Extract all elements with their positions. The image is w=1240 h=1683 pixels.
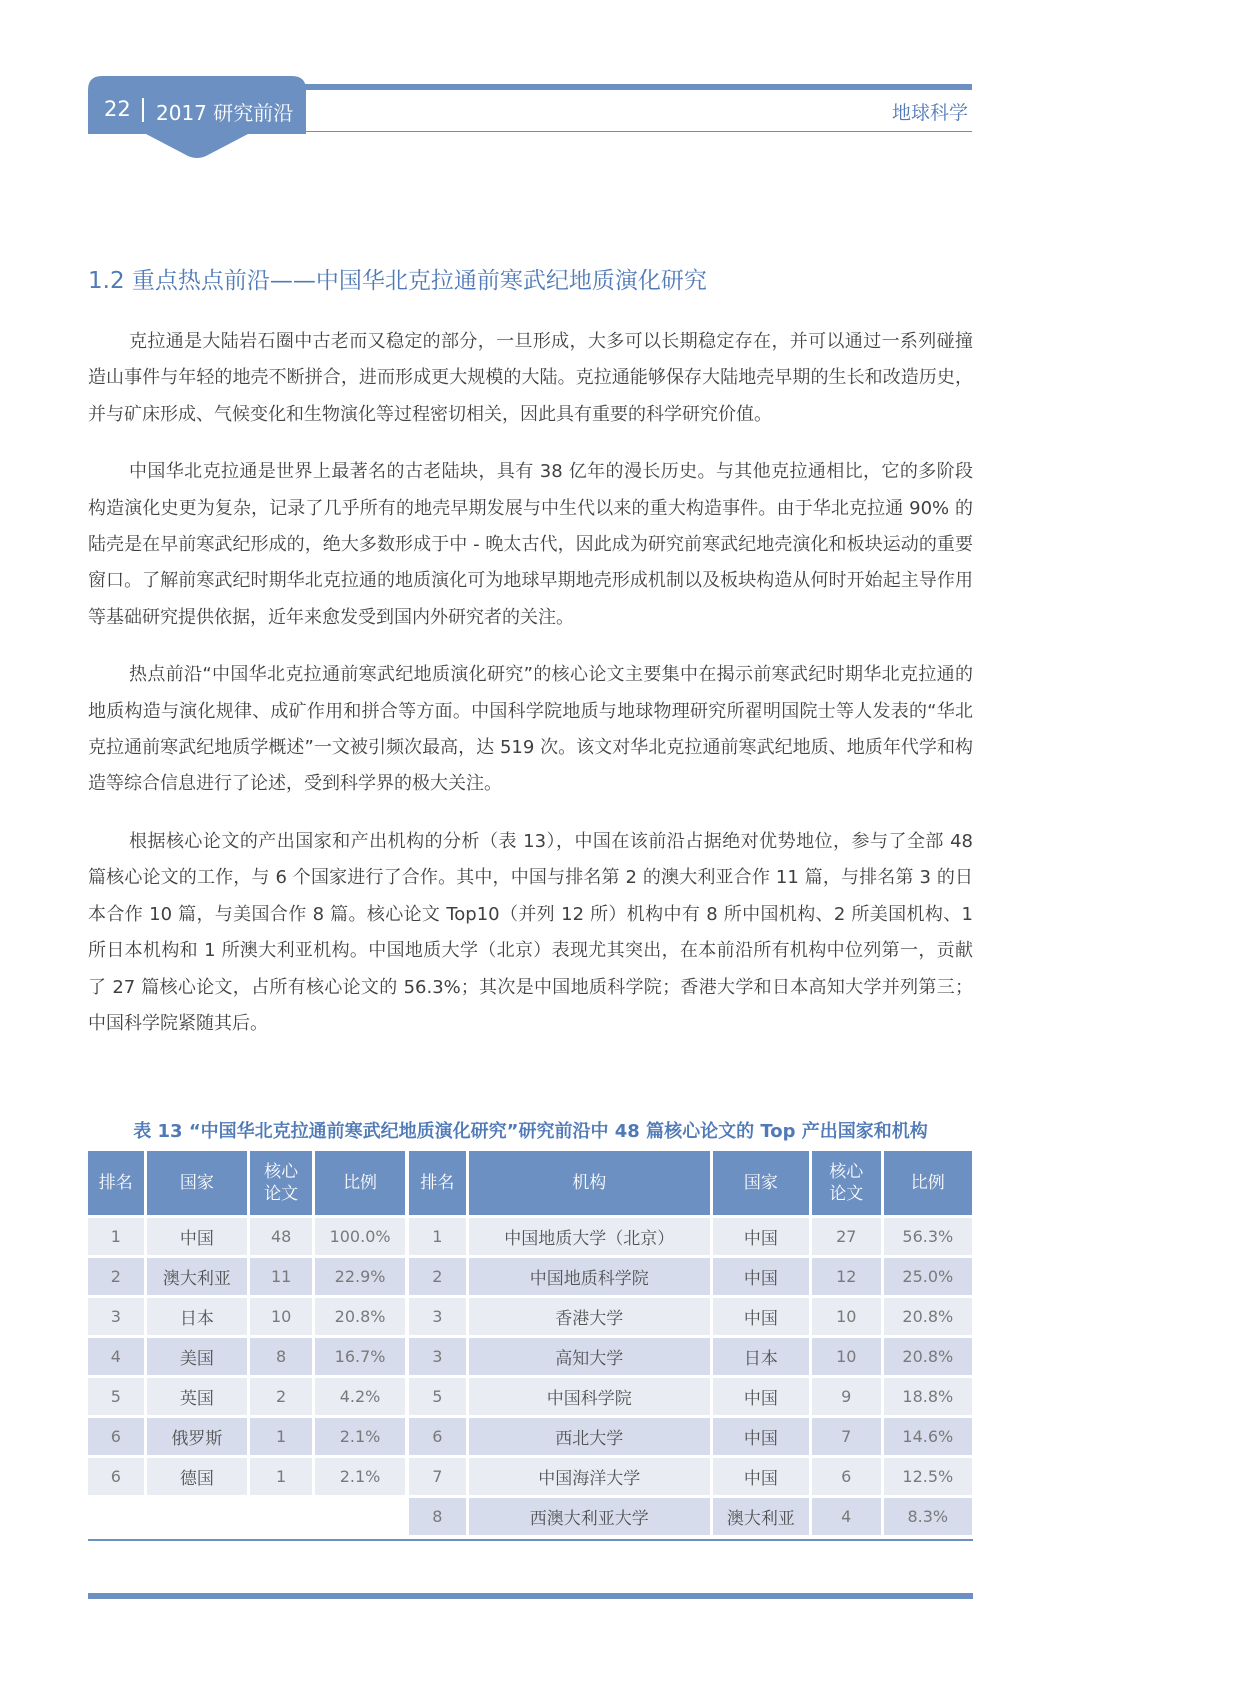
table-cell: 中国 [713, 1218, 809, 1255]
table-cell: 20.8% [884, 1298, 972, 1335]
report-series: 2017 研究前沿 [156, 101, 294, 125]
table-cell: 11 [250, 1258, 312, 1295]
paragraph: 克拉通是大陆岩石圈中古老而又稳定的部分，一旦形成，大多可以长期稳定存在，并可以通过一系列碰撞造山事件与年轻的地壳不断拼合，进而形成更大规模的大陆。克拉通能够保存大陆地壳早期的生长和改造历史，并与矿床形成、气候变化和生物演化等过程密切相关，因此具有重要的科学研究价值。 [88, 331, 973, 425]
table-cell: 20.8% [884, 1338, 972, 1375]
table-cell: 20.8% [315, 1298, 405, 1335]
country-table [85, 1148, 408, 1538]
table-bottom-rule [88, 1539, 973, 1541]
table-row [88, 1218, 405, 1255]
table-cell: 英国 [147, 1378, 248, 1415]
table-cell: 澳大利亚 [713, 1498, 809, 1535]
table-cell: 25.0% [884, 1258, 972, 1295]
column-header: 比例 [315, 1151, 405, 1215]
table-cell: 7 [409, 1458, 466, 1495]
table-cell: 100.0% [315, 1218, 405, 1255]
table-cell-empty [250, 1498, 312, 1535]
table-caption: 表 13 “中国华北克拉通前寒武纪地质演化研究”研究前沿中 48 篇核心论文的 Top 产出国家和机构 [133, 1121, 928, 1142]
table-cell: 2 [88, 1258, 144, 1295]
table-cell: 中国海洋大学 [469, 1458, 710, 1495]
table-row [88, 1378, 405, 1415]
table-cell: 中国 [713, 1378, 809, 1415]
table-cell: 5 [88, 1378, 144, 1415]
header-bottom-rule [300, 131, 972, 132]
table-cell: 日本 [147, 1298, 248, 1335]
table-row-empty [88, 1498, 405, 1535]
table-cell: 俄罗斯 [147, 1418, 248, 1455]
table-cell: 10 [812, 1298, 881, 1335]
table-cell: 2.1% [315, 1458, 405, 1495]
table-row [409, 1258, 972, 1295]
page-number: 22 [104, 97, 131, 121]
column-header: 排名 [409, 1151, 466, 1215]
body-text [88, 324, 973, 1063]
table-cell: 3 [409, 1298, 466, 1335]
table-cell: 1 [88, 1218, 144, 1255]
table-cell: 中国 [713, 1458, 809, 1495]
paragraph: 热点前沿“中国华北克拉通前寒武纪地质演化研究”的核心论文主要集中在揭示前寒武纪时期华北克拉通的地质构造与演化规律、成矿作用和拼合等方面。中国科学院地质与地球物理研究所翟明国院士等人发表的“华北克拉通前寒武纪地质学概述”一文被引频次最高，达 519 次。该文对华北克拉通前寒武纪地质、地质年代学和构造等综合信息进行了论述，受到科学界的极大关注。 [88, 664, 973, 795]
institution-table-header [409, 1151, 972, 1215]
table-cell: 6 [88, 1418, 144, 1455]
table-cell: 7 [812, 1418, 881, 1455]
paragraph: 中国华北克拉通是世界上最著名的古老陆块，具有 38 亿年的漫长历史。与其他克拉通相比，它的多阶段构造演化史更为复杂，记录了几乎所有的地壳早期发展与中生代以来的重大构造事件。由于华北克拉通 90% 的陆壳是在早前寒武纪形成的，绝大多数形成于中 - 晚太古代，因此成为研究前寒武纪地壳演化和板块运动的重要窗口。了解前寒武纪时期华北克拉通的地质演化可为地球早期地壳形成机制以及板块构造从何时开始起主导作用等基础研究提供依据，近年来愈发受到国内外研究者的关注。 [88, 461, 973, 628]
table-cell: 18.8% [884, 1378, 972, 1415]
column-header: 机构 [469, 1151, 710, 1215]
table-cell: 1 [250, 1418, 312, 1455]
table-row [88, 1298, 405, 1335]
table-cell: 8.3% [884, 1498, 972, 1535]
column-header: 国家 [147, 1151, 248, 1215]
table-cell: 2 [250, 1378, 312, 1415]
column-header: 比例 [884, 1151, 972, 1215]
table-row [409, 1378, 972, 1415]
header-separator [142, 98, 144, 122]
table-cell: 美国 [147, 1338, 248, 1375]
table-cell: 中国 [147, 1218, 248, 1255]
column-header: 国家 [713, 1151, 809, 1215]
table-row [409, 1298, 972, 1335]
table-cell: 2 [409, 1258, 466, 1295]
table-cell: 中国科学院 [469, 1378, 710, 1415]
column-header: 排名 [88, 1151, 144, 1215]
table-row [409, 1498, 972, 1535]
table-cell: 10 [250, 1298, 312, 1335]
table-cell: 12.5% [884, 1458, 972, 1495]
table-cell: 8 [409, 1498, 466, 1535]
table-cell: 德国 [147, 1458, 248, 1495]
table-row [409, 1338, 972, 1375]
table-row [88, 1338, 405, 1375]
footer-rule [88, 1593, 973, 1599]
table-cell-empty [147, 1498, 248, 1535]
table-cell: 中国地质大学（北京） [469, 1218, 710, 1255]
table-row [88, 1258, 405, 1295]
table-cell: 西澳大利亚大学 [469, 1498, 710, 1535]
column-header: 核心 论文 [812, 1151, 881, 1215]
table-cell: 日本 [713, 1338, 809, 1375]
table-cell-empty [88, 1498, 144, 1535]
column-header: 核心 论文 [250, 1151, 312, 1215]
table-cell: 8 [250, 1338, 312, 1375]
table-cell: 高知大学 [469, 1338, 710, 1375]
table-cell: 14.6% [884, 1418, 972, 1455]
institution-table [406, 1148, 975, 1538]
table-cell: 10 [812, 1338, 881, 1375]
table-cell: 西北大学 [469, 1418, 710, 1455]
table-cell-empty [315, 1498, 405, 1535]
country-table-header [88, 1151, 405, 1215]
table-row [88, 1458, 405, 1495]
table-cell: 4.2% [315, 1378, 405, 1415]
table-cell: 22.9% [315, 1258, 405, 1295]
table-cell: 澳大利亚 [147, 1258, 248, 1295]
table-cell: 3 [409, 1338, 466, 1375]
table-cell: 中国 [713, 1258, 809, 1295]
table-row [409, 1218, 972, 1255]
table-cell: 中国地质科学院 [469, 1258, 710, 1295]
table-cell: 1 [250, 1458, 312, 1495]
table-cell: 27 [812, 1218, 881, 1255]
table-cell: 4 [812, 1498, 881, 1535]
table-cell: 3 [88, 1298, 144, 1335]
paragraph: 根据核心论文的产出国家和产出机构的分析（表 13），中国在该前沿占据绝对优势地位，参与了全部 48 篇核心论文的工作，与 6 个国家进行了合作。其中，中国与排名第 2 的澳大利亚合作 11 篇，与排名第 3 的日本合作 10 篇，与美国合作 8 篇。核心论文 Top10（并列 12 所）机构中有 8 所中国机构、2 所美国机构、1 所日本机构和 1 所澳大利亚机构。中国地质大学（北京）表现尤其突出，在本前沿所有机构中位列第一，贡献了 27 篇核心论文，占所有核心论文的 56.3%；其次是中国地质科学院；香港大学和日本高知大学并列第三；中国科学院紧随其后。 [88, 830, 973, 1034]
table-cell: 56.3% [884, 1218, 972, 1255]
table-cell: 6 [812, 1458, 881, 1495]
table-row [409, 1458, 972, 1495]
table-cell: 中国 [713, 1418, 809, 1455]
table-cell: 2.1% [315, 1418, 405, 1455]
table-cell: 中国 [713, 1298, 809, 1335]
table-cell: 48 [250, 1218, 312, 1255]
header-top-rule [300, 84, 972, 90]
subject-field: 地球科学 [891, 102, 968, 124]
table-cell: 4 [88, 1338, 144, 1375]
table-row [88, 1418, 405, 1455]
table-cell: 5 [409, 1378, 466, 1415]
table-cell: 16.7% [315, 1338, 405, 1375]
table-cell: 9 [812, 1378, 881, 1415]
table-row [409, 1418, 972, 1455]
table-cell: 香港大学 [469, 1298, 710, 1335]
table-cell: 12 [812, 1258, 881, 1295]
table-cell: 6 [409, 1418, 466, 1455]
section-title: 1.2 重点热点前沿——中国华北克拉通前寒武纪地质演化研究 [88, 268, 707, 294]
table-cell: 1 [409, 1218, 466, 1255]
table-cell: 6 [88, 1458, 144, 1495]
